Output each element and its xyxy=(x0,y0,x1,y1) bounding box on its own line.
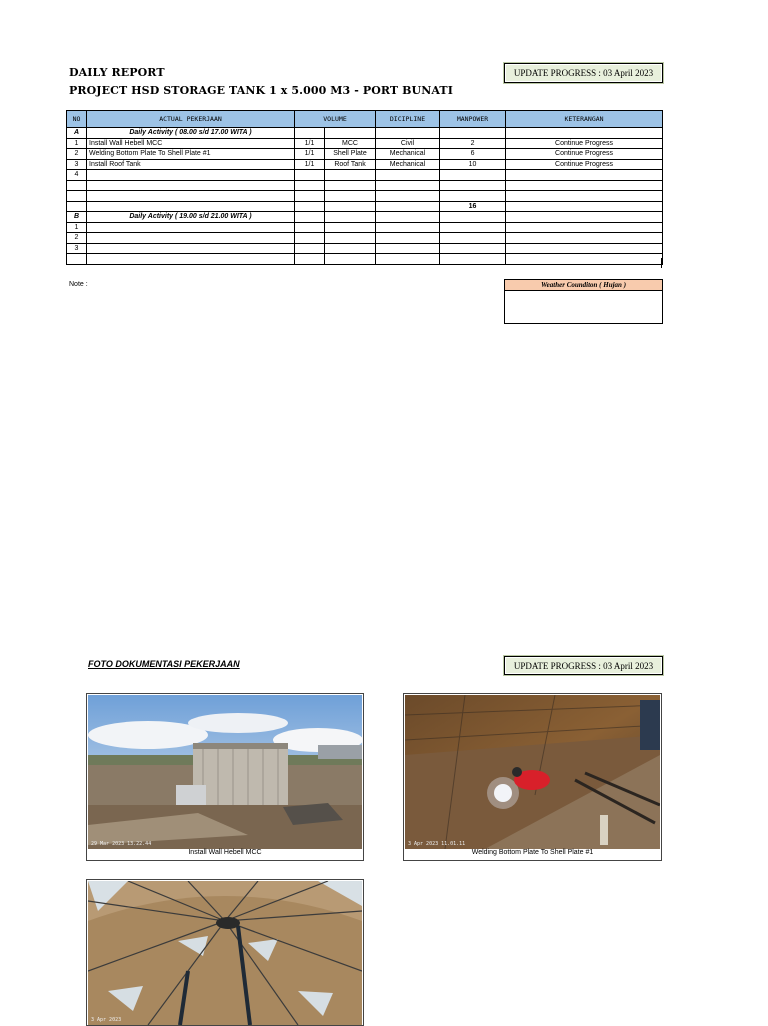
table-row-empty xyxy=(67,254,663,265)
update-progress-text: UPDATE PROGRESS : 03 April 2023 xyxy=(513,68,654,78)
col-actual: ACTUAL PEKERJAAN xyxy=(87,111,295,128)
activity-table xyxy=(66,110,663,265)
weather-box xyxy=(504,279,663,324)
section-a-label: Daily Activity ( 08.00 s/d 17.00 WITA ) xyxy=(87,128,295,139)
photo-card-1 xyxy=(86,693,364,861)
section-a-no: A xyxy=(67,128,87,139)
table-row xyxy=(67,243,663,254)
row-no: 3 xyxy=(67,243,87,254)
row-no: 1 xyxy=(67,138,87,149)
table-row xyxy=(67,170,663,181)
table-row xyxy=(67,138,663,149)
col-dicipline: DICIPLINE xyxy=(376,111,440,128)
project-title: PROJECT HSD STORAGE TANK 1 x 5.000 M3 - PORT BUNATI xyxy=(69,84,453,97)
row-dicipline: Civil xyxy=(376,138,440,149)
row-item: Roof Tank xyxy=(325,159,376,170)
row-volume: 1/1 xyxy=(295,149,325,160)
row-manpower: 10 xyxy=(440,159,506,170)
total-manpower: 16 xyxy=(440,201,506,212)
table-edge-line xyxy=(661,258,662,268)
row-no: 4 xyxy=(67,170,87,181)
col-keterangan: KETERANGAN xyxy=(506,111,663,128)
table-row-empty xyxy=(67,191,663,202)
row-work: Install Wall Hebell MCC xyxy=(87,138,295,149)
photo-card-3 xyxy=(86,879,364,1026)
row-volume: 1/1 xyxy=(295,159,325,170)
section-row-a xyxy=(67,128,663,139)
row-item: MCC xyxy=(325,138,376,149)
row-keterangan: Continue Progress xyxy=(506,159,663,170)
table-row xyxy=(67,222,663,233)
foto-title: FOTO DOKUMENTASI PEKERJAAN xyxy=(88,659,240,669)
foto-progress-badge xyxy=(504,656,663,675)
photo-roof-tank xyxy=(88,881,362,1025)
table-row-empty xyxy=(67,180,663,191)
table-row xyxy=(67,233,663,244)
section-row-b xyxy=(67,212,663,223)
photo-mcc-site xyxy=(88,695,362,849)
section-b-no: B xyxy=(67,212,87,223)
table-row xyxy=(67,149,663,160)
row-no: 2 xyxy=(67,233,87,244)
table-header-row xyxy=(67,111,663,128)
row-keterangan: Continue Progress xyxy=(506,149,663,160)
table-row xyxy=(67,159,663,170)
row-work: Welding Bottom Plate To Shell Plate #1 xyxy=(87,149,295,160)
row-manpower: 6 xyxy=(440,149,506,160)
col-manpower: MANPOWER xyxy=(440,111,506,128)
photo-1-caption: Install Wall Hebell MCC xyxy=(188,849,262,856)
row-work: Install Roof Tank xyxy=(87,159,295,170)
row-dicipline: Mechanical xyxy=(376,159,440,170)
col-no: NO xyxy=(67,111,87,128)
row-no: 2 xyxy=(67,149,87,160)
photo-welding xyxy=(405,695,660,849)
row-volume: 1/1 xyxy=(295,138,325,149)
update-progress-badge xyxy=(504,63,663,83)
note-label: Note : xyxy=(69,281,88,288)
row-keterangan: Continue Progress xyxy=(506,138,663,149)
col-volume: VOLUME xyxy=(295,111,376,128)
total-row xyxy=(67,201,663,212)
foto-progress-text: UPDATE PROGRESS : 03 April 2023 xyxy=(513,660,654,671)
row-manpower: 2 xyxy=(440,138,506,149)
photo-card-2 xyxy=(403,693,662,861)
row-no: 3 xyxy=(67,159,87,170)
section-b-label: Daily Activity ( 19.00 s/d 21.00 WITA ) xyxy=(87,212,295,223)
weather-condition: Weather Counditon ( Hujan ) xyxy=(505,280,662,291)
report-title: DAILY REPORT xyxy=(69,66,165,79)
row-item: Shell Plate xyxy=(325,149,376,160)
photo-1-timestamp: 29 Mar 2023 13.22.44 xyxy=(91,841,152,847)
photo-3-timestamp: 3 Apr 2023 xyxy=(91,1017,122,1023)
photo-2-timestamp: 3 Apr 2023 11.01.11 xyxy=(408,841,466,847)
photo-2-caption: Welding Bottom Plate To Shell Plate #1 xyxy=(471,849,594,856)
row-no: 1 xyxy=(67,222,87,233)
row-dicipline: Mechanical xyxy=(376,149,440,160)
